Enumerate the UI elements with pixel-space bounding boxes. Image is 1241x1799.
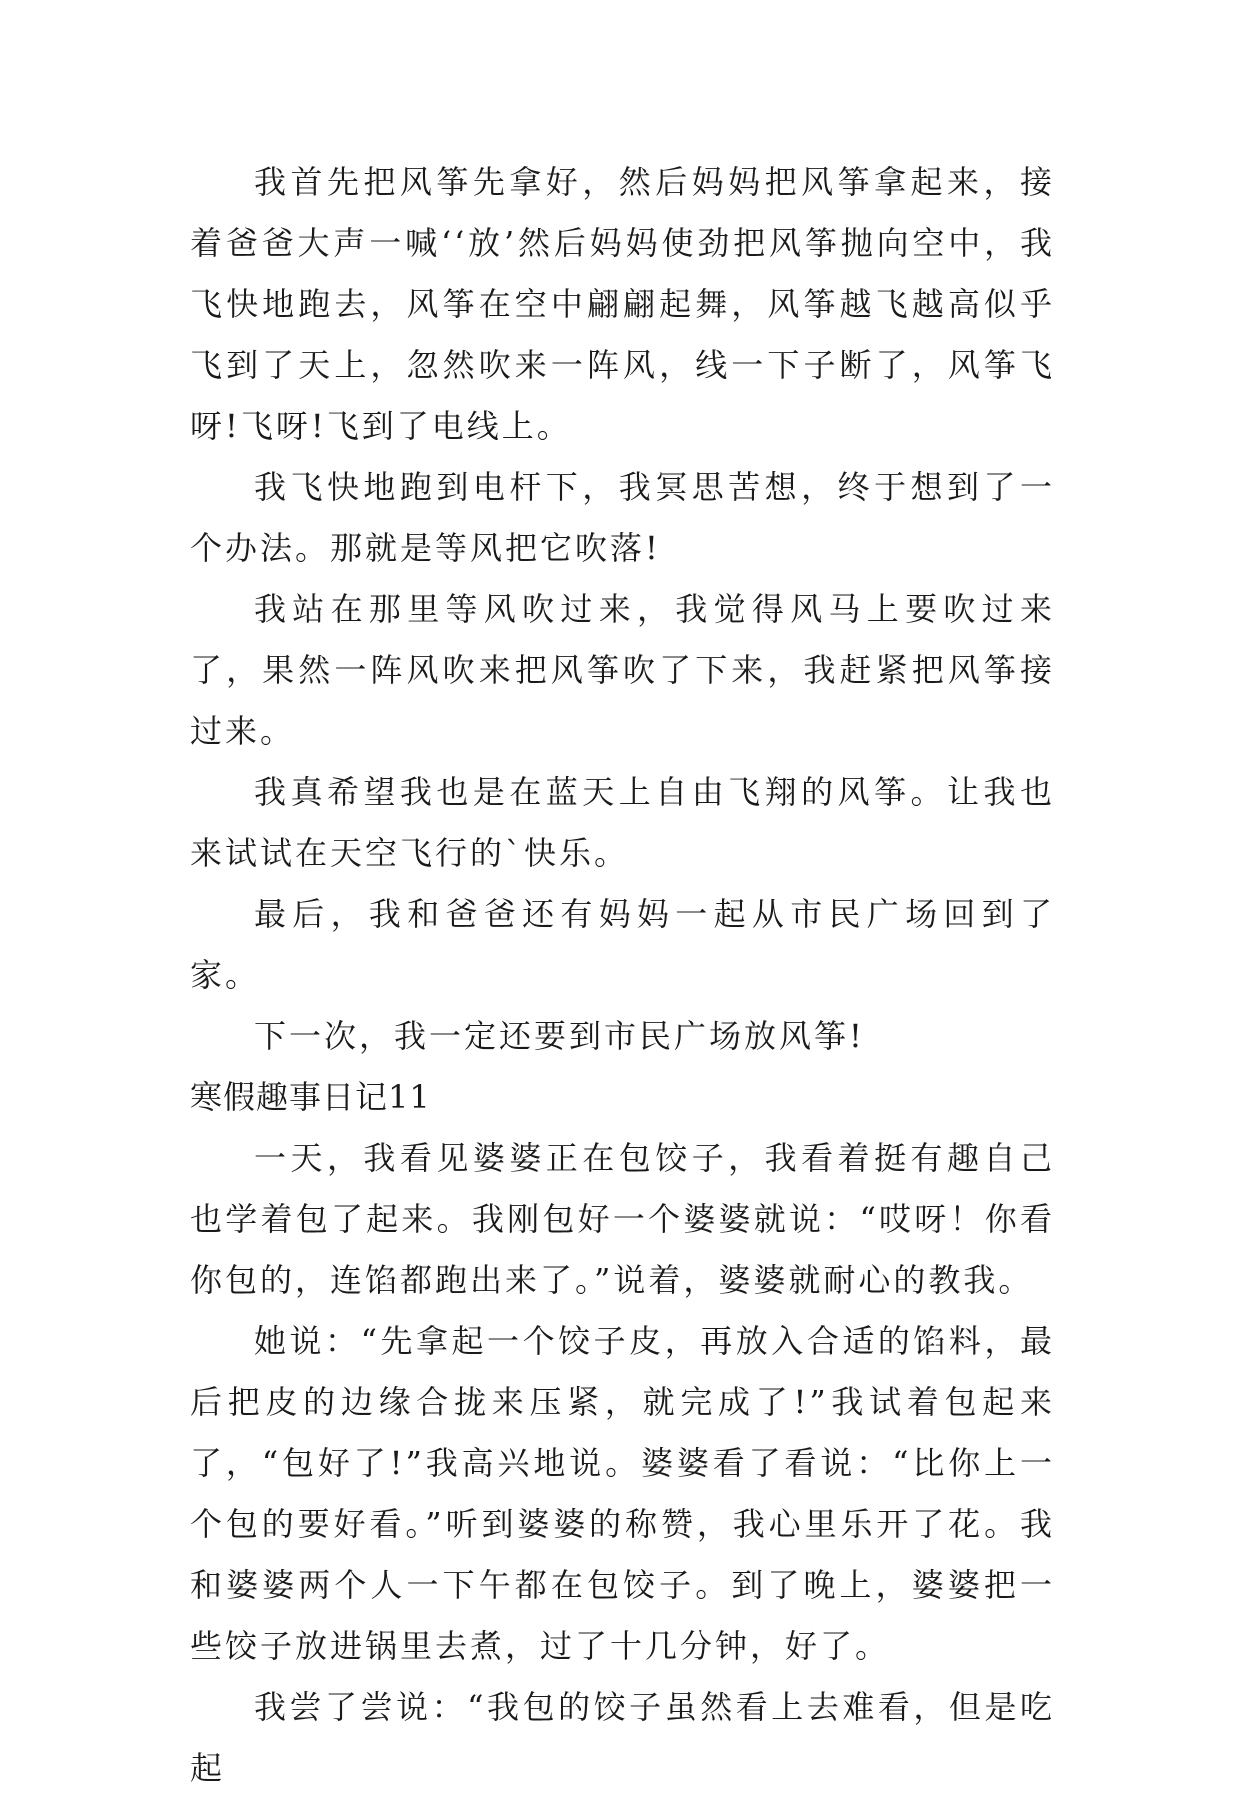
paragraph: 我真希望我也是在蓝天上自由飞翔的风筝。让我也来试试在天空飞行的`快乐。 xyxy=(190,773,1055,872)
section-title: 寒假趣事日记11 xyxy=(190,1078,431,1116)
paragraph: 最后，我和爸爸还有妈妈一起从市民广场回到了家。 xyxy=(190,895,1055,994)
paragraph: 她说：“先拿起一个饺子皮，再放入合适的馅料，最后把皮的边缘合拢来压紧，就完成了!”我试着包起来了，“包好了!”我高兴地说。婆婆看了看说：“比你上一个包的要好看。”听到婆婆的称赞，我心里乐开了花。我和婆婆两个人一下午都在包饺子。到了晚上，婆婆把一些饺子放进锅里去煮，过了十几分钟，好了。 xyxy=(190,1322,1055,1665)
document-body xyxy=(190,152,1055,1799)
paragraph: 我首先把风筝先拿好，然后妈妈把风筝拿起来，接着爸爸大声一喊‘‘放’然后妈妈使劲把风筝抛向空中，我飞快地跑去，风筝在空中翩翩起舞，风筝越飞越高似乎飞到了天上，忽然吹来一阵风，线一下子断了，风筝飞呀!飞呀!飞到了电线上。 xyxy=(190,163,1055,445)
paragraph: 一天，我看见婆婆正在包饺子，我看着挺有趣自己也学着包了起来。我刚包好一个婆婆就说：“哎呀！你看你包的，连馅都跑出来了。”说着，婆婆就耐心的教我。 xyxy=(190,1139,1055,1299)
paragraph: 下一次，我一定还要到市民广场放风筝! xyxy=(254,1017,865,1055)
paragraph: 我飞快地跑到电杆下，我冥思苦想，终于想到了一个办法。那就是等风把它吹落! xyxy=(190,468,1055,567)
paragraph: 我站在那里等风吹过来，我觉得风马上要吹过来了，果然一阵风吹来把风筝吹了下来，我赶紧把风筝接过来。 xyxy=(190,590,1055,750)
paragraph: 我尝了尝说：“我包的饺子虽然看上去难看，但是吃起 xyxy=(190,1688,1055,1787)
